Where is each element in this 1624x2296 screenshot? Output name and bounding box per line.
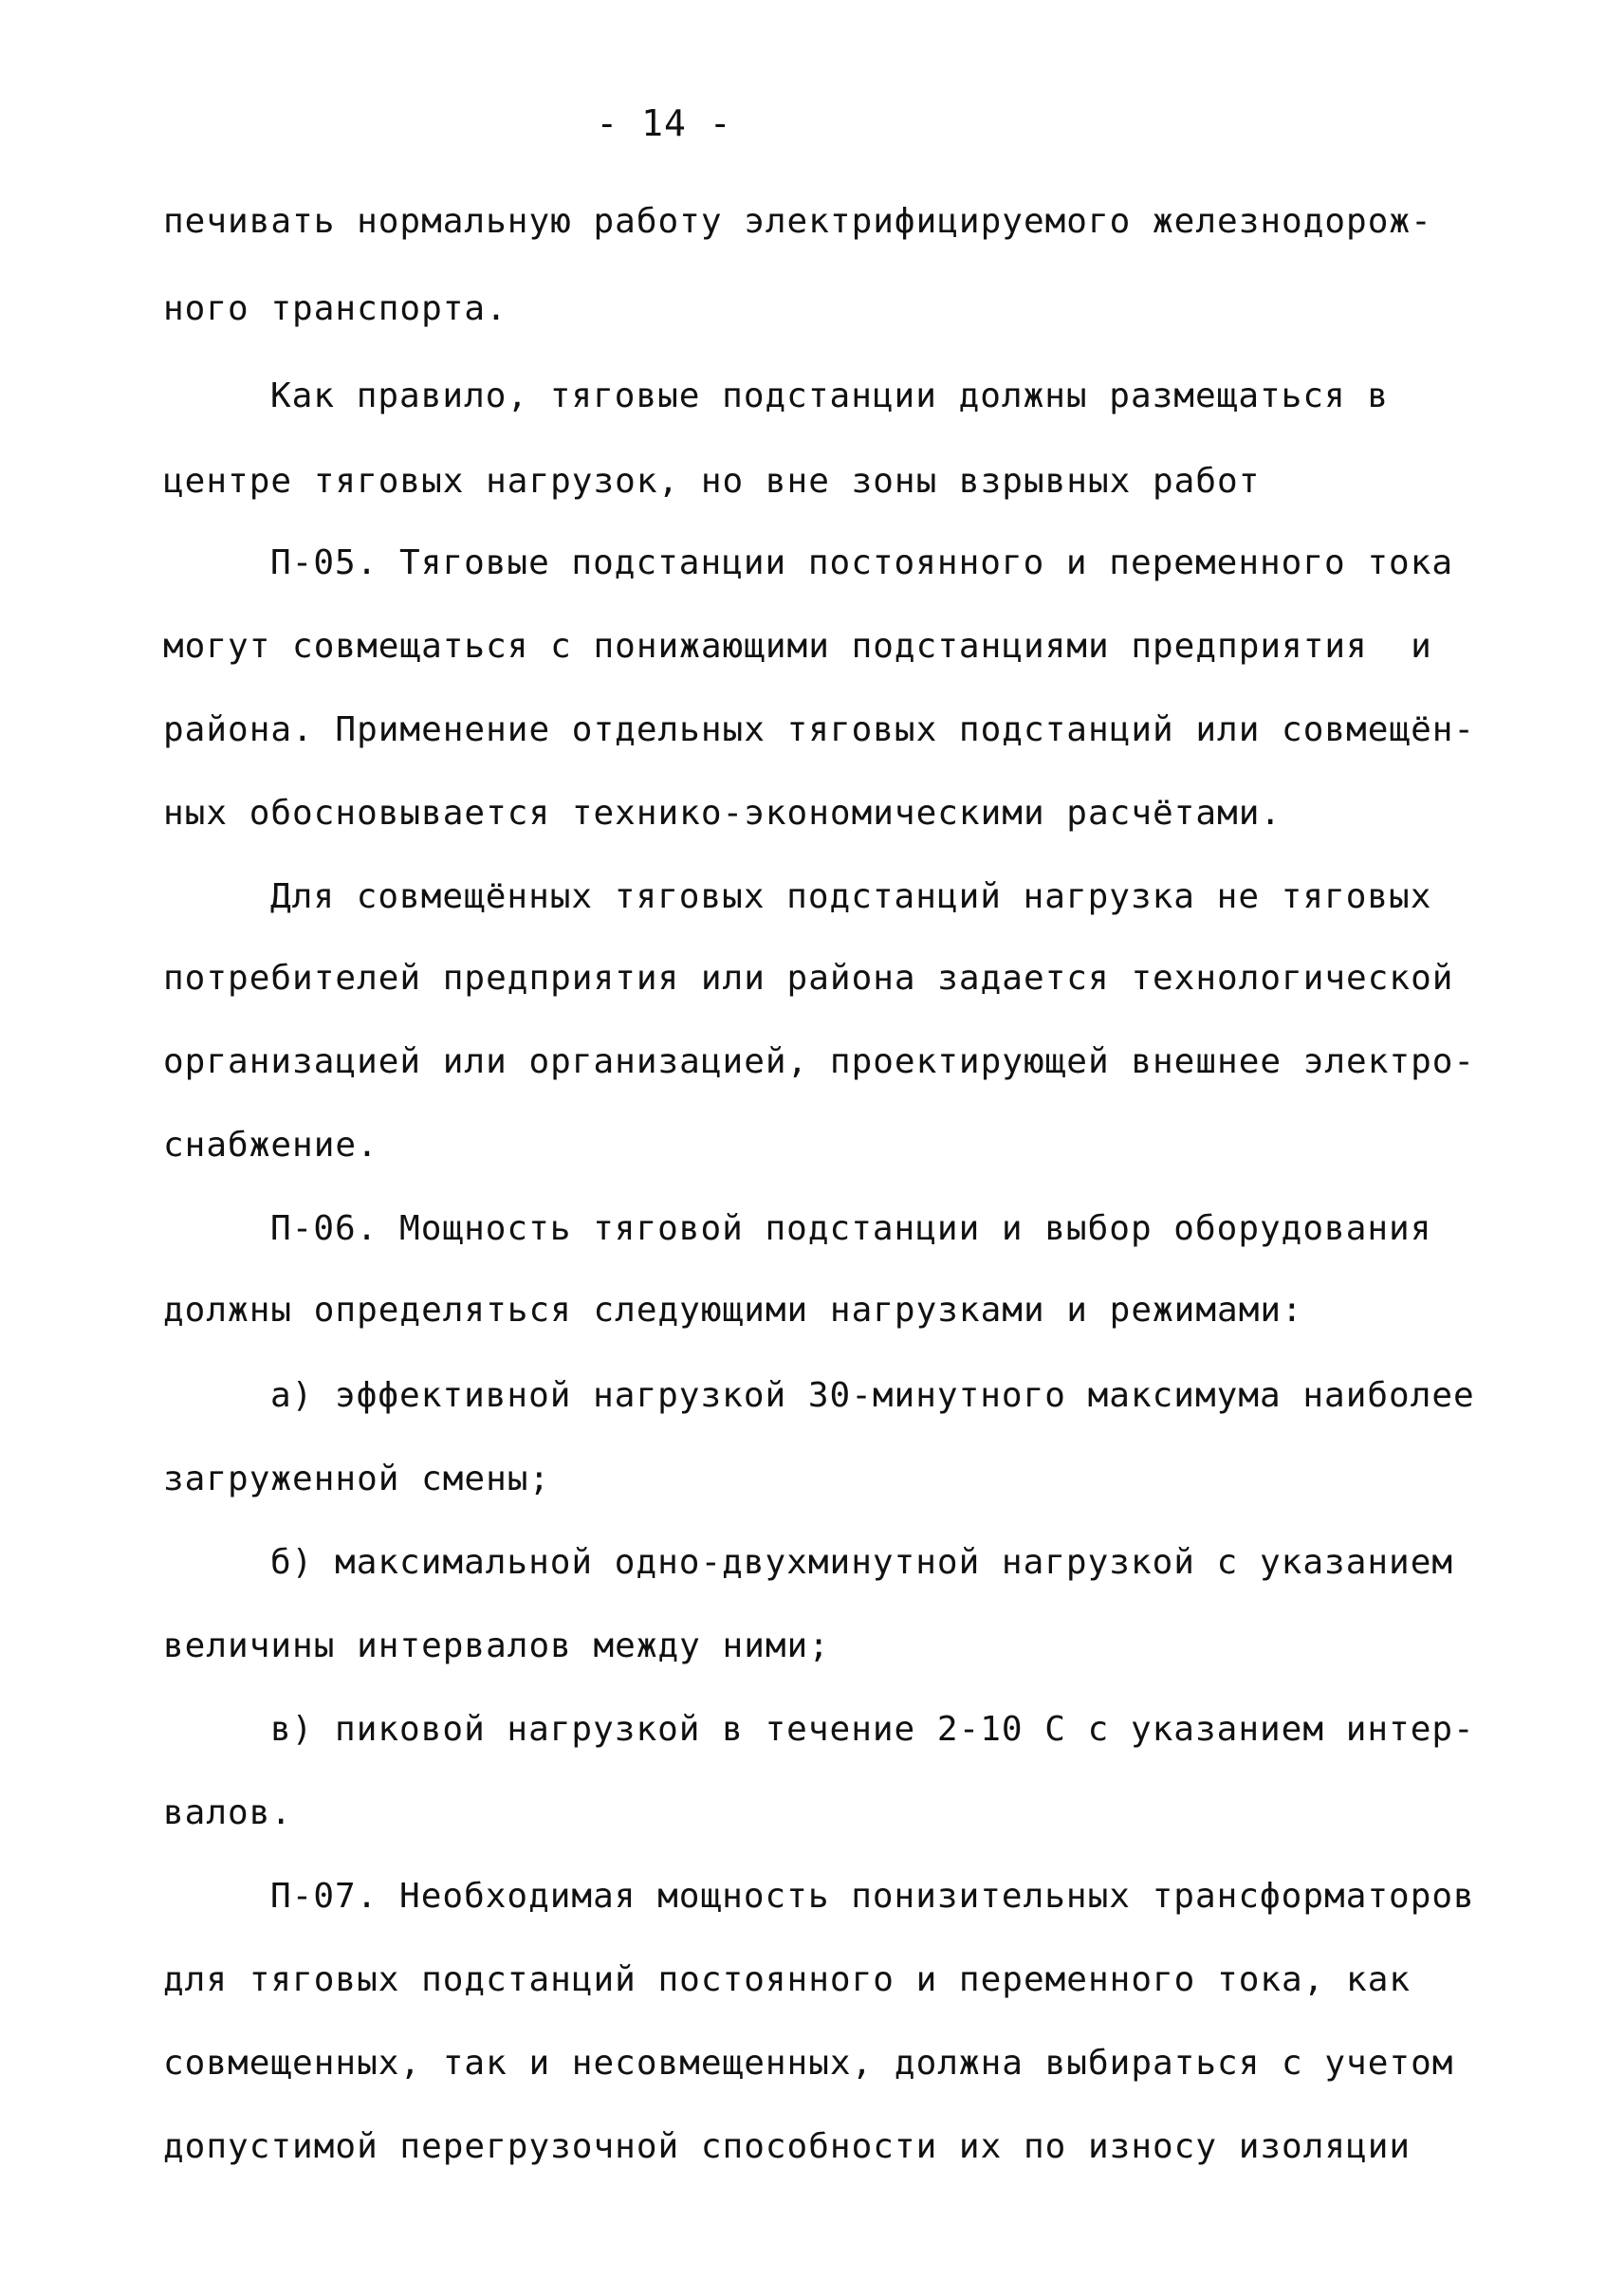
text-line: ных обосновывается технико-экономическими расчётами. [163, 794, 1283, 833]
text-line: величины интервалов между ними; [163, 1626, 830, 1665]
text-line: валов. [163, 1793, 293, 1832]
text-line: снабжение. [163, 1126, 378, 1165]
text-line: должны определяться следующими нагрузками и режимами: [163, 1291, 1303, 1330]
paragraph-start-line: Как правило, тяговые подстанции должны размещаться в [270, 377, 1390, 415]
text-line: могут совмещаться с понижающими подстанциями предприятия и [163, 627, 1432, 666]
text-line: для тяговых подстанций постоянного и переменного тока, как [163, 1960, 1412, 1999]
list-item-c-line: в) пиковой нагрузкой в течение 2-10 С с указанием интер- [270, 1710, 1475, 1749]
section-p05-line: П-05. Тяговые подстанции постоянного и переменного тока [270, 543, 1454, 582]
text-line: печивать нормальную работу электрифицируемого железнодорож- [163, 202, 1432, 241]
text-line: совмещенных, так и несовмещенных, должна выбираться с учетом [163, 2044, 1454, 2083]
text-line: центре тяговых нагрузок, но вне зоны взрывных работ [163, 462, 1261, 501]
section-p07-line: П-07. Необходимая мощность понизительных трансформаторов [270, 1877, 1475, 1916]
text-line: допустимой перегрузочной способности их по износу изоляции [163, 2127, 1412, 2166]
section-p06-line: П-06. Мощность тяговой подстанции и выбор оборудования [270, 1209, 1432, 1248]
text-line: потребителей предприятия или района задается технологической [163, 959, 1454, 998]
list-item-b-line: б) максимальной одно-двухминутной нагрузкой с указанием [270, 1543, 1454, 1582]
page-number: - 14 - [596, 102, 732, 144]
paragraph-start-line: Для совмещённых тяговых подстанций нагрузка не тяговых [270, 877, 1432, 916]
text-line: загруженной смены; [163, 1460, 551, 1498]
list-item-a-line: а) эффективной нагрузкой 30-минутного максимума наиболее [270, 1376, 1475, 1415]
text-line: ного транспорта. [163, 289, 508, 328]
text-line: организацией или организацией, проектирующей внешнее электро- [163, 1042, 1476, 1081]
text-line: района. Применение отдельных тяговых подстанций или совмещён- [163, 710, 1476, 749]
